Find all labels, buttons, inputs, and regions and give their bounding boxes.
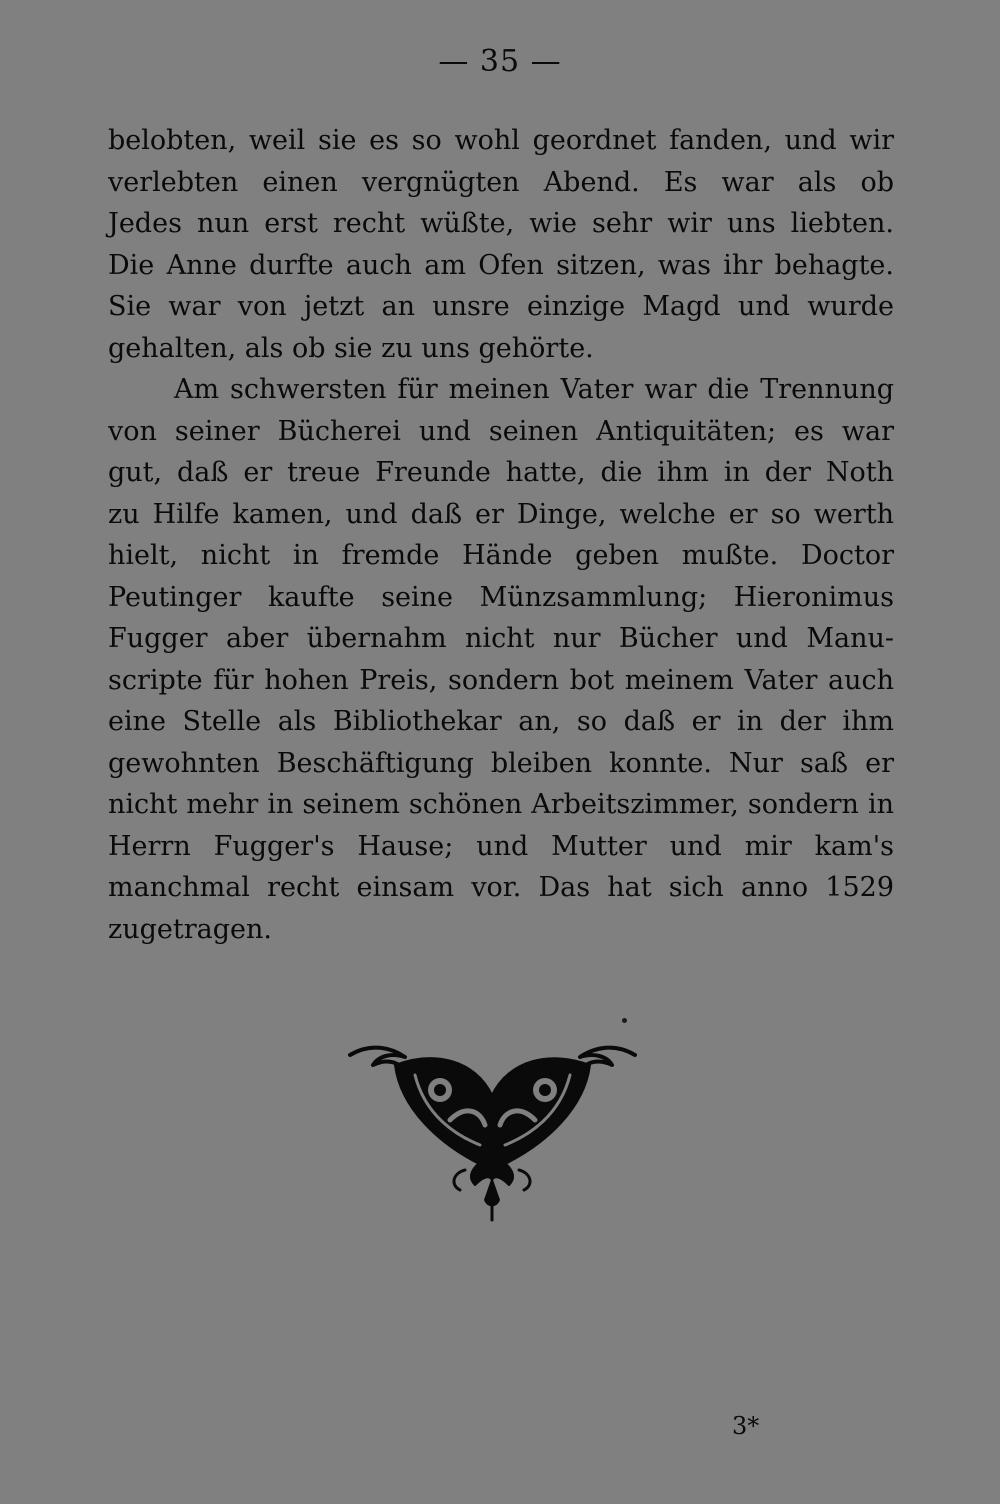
text-line: belobten, weil sie es so wohl geordnet fanden, und wir: [108, 125, 894, 156]
print-speck: [622, 1018, 627, 1023]
text-line: Fugger aber übernahm nicht nur Bücher und Manu-: [108, 623, 894, 654]
text-line: Jedes nun erst recht wüßte, wie sehr wir uns liebten.: [108, 208, 894, 239]
text-line: gewohnten Beschäftigung bleiben konnte. Nur saß er: [108, 747, 894, 779]
dolphin-ornament-icon: [345, 1035, 640, 1225]
text-line: von seiner Bücherei und seinen Antiquitäten; es war: [108, 415, 894, 447]
page-number-header: — 35 —: [438, 44, 562, 79]
text-line: gut, daß er treue Freunde hatte, die ihm in der Noth: [108, 457, 894, 488]
text-line: manchmal recht einsam vor. Das hat sich anno 1529: [108, 872, 894, 903]
text-line: Herrn Fugger's Hause; und Mutter und mir kam's: [108, 830, 894, 862]
text-line: zugetragen.: [108, 913, 272, 945]
body-text: [108, 120, 894, 950]
text-line: nicht mehr in seinem schönen Arbeitszimmer, sondern in: [108, 789, 894, 820]
text-line: Peutinger kaufte seine Münzsammlung; Hieronimus: [108, 581, 894, 613]
text-line: gehalten, als ob sie zu uns gehörte.: [108, 332, 594, 364]
text-line: zu Hilfe kamen, und daß er Dinge, welche er so werth: [108, 498, 894, 530]
text-line: Die Anne durfte auch am Ofen sitzen, was ihr behagte.: [108, 249, 894, 281]
text-line: hielt, nicht in fremde Hände geben mußte. Doctor: [108, 540, 894, 571]
text-line: eine Stelle als Bibliothekar an, so daß er in der ihm: [108, 706, 894, 737]
signature-mark: 3*: [732, 1412, 760, 1440]
text-line: scripte für hohen Preis, sondern bot meinem Vater auch: [108, 664, 894, 696]
text-line: Sie war von jetzt an unsre einzige Magd und wurde: [108, 291, 894, 322]
text-line: verlebten einen vergnügten Abend. Es war als ob: [108, 166, 894, 198]
text-line: Am schwersten für meinen Vater war die Trennung: [174, 374, 894, 405]
